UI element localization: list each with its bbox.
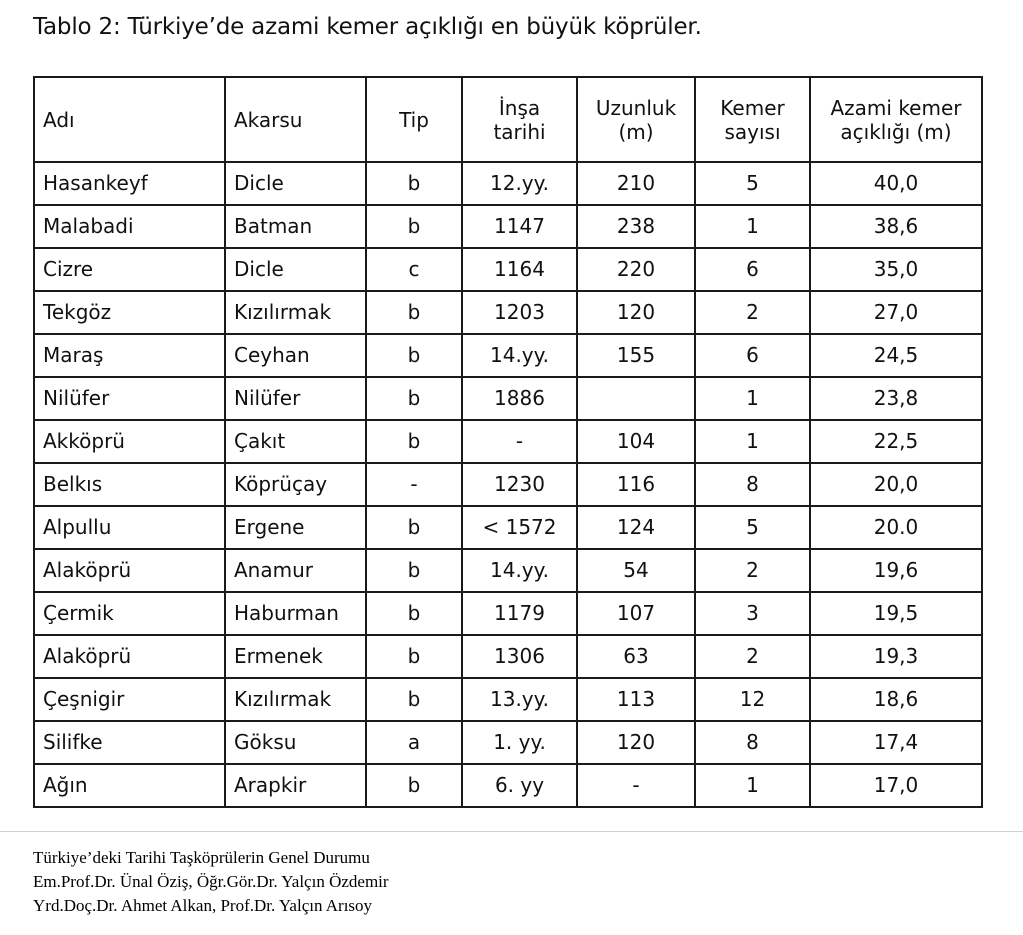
cell-length: 124 [577, 506, 695, 549]
cell-max-span: 19,5 [810, 592, 982, 635]
cell-type: b [366, 678, 462, 721]
cell-river: Ceyhan [225, 334, 366, 377]
cell-name: Nilüfer [34, 377, 225, 420]
cell-type: b [366, 592, 462, 635]
cell-arch-count: 1 [695, 420, 810, 463]
cell-build-date: 14.yy. [462, 549, 577, 592]
cell-max-span: 18,6 [810, 678, 982, 721]
cell-length: 210 [577, 162, 695, 205]
cell-max-span: 40,0 [810, 162, 982, 205]
column-header-river: Akarsu [225, 77, 366, 162]
column-header-length: Uzunluk (m) [577, 77, 695, 162]
cell-max-span: 20.0 [810, 506, 982, 549]
cell-build-date: 12.yy. [462, 162, 577, 205]
cell-type: c [366, 248, 462, 291]
cell-arch-count: 2 [695, 549, 810, 592]
cell-type: a [366, 721, 462, 764]
cell-length: 220 [577, 248, 695, 291]
citation-footer [33, 846, 389, 918]
cell-build-date: 6. yy [462, 764, 577, 807]
table-row [34, 678, 982, 721]
cell-build-date: 1. yy. [462, 721, 577, 764]
cell-length: 238 [577, 205, 695, 248]
cell-river: Batman [225, 205, 366, 248]
cell-arch-count: 6 [695, 248, 810, 291]
cell-length: 120 [577, 291, 695, 334]
cell-build-date: 1147 [462, 205, 577, 248]
table-row [34, 549, 982, 592]
cell-length: 113 [577, 678, 695, 721]
cell-build-date: 1230 [462, 463, 577, 506]
table-row [34, 721, 982, 764]
cell-river: Göksu [225, 721, 366, 764]
cell-river: Haburman [225, 592, 366, 635]
cell-length: - [577, 764, 695, 807]
cell-length: 116 [577, 463, 695, 506]
cell-river: Arapkir [225, 764, 366, 807]
column-header-arch-count: Kemer sayısı [695, 77, 810, 162]
cell-river: Kızılırmak [225, 291, 366, 334]
cell-max-span: 19,6 [810, 549, 982, 592]
cell-name: Maraş [34, 334, 225, 377]
cell-length: 63 [577, 635, 695, 678]
cell-max-span: 23,8 [810, 377, 982, 420]
table-body [34, 162, 982, 807]
cell-build-date: 13.yy. [462, 678, 577, 721]
cell-length [577, 377, 695, 420]
cell-build-date: < 1572 [462, 506, 577, 549]
cell-type: b [366, 205, 462, 248]
table-row [34, 334, 982, 377]
cell-arch-count: 3 [695, 592, 810, 635]
table-row [34, 506, 982, 549]
cell-type: b [366, 291, 462, 334]
cell-river: Köprüçay [225, 463, 366, 506]
cell-river: Nilüfer [225, 377, 366, 420]
table-row [34, 377, 982, 420]
cell-arch-count: 2 [695, 635, 810, 678]
citation-authors-line-2: Yrd.Doç.Dr. Ahmet Alkan, Prof.Dr. Yalçın Arısoy [33, 896, 373, 915]
table-row [34, 764, 982, 807]
cell-length: 107 [577, 592, 695, 635]
cell-name: Hasankeyf [34, 162, 225, 205]
cell-build-date: 1164 [462, 248, 577, 291]
cell-name: Akköprü [34, 420, 225, 463]
cell-type: - [366, 463, 462, 506]
cell-name: Malabadi [34, 205, 225, 248]
cell-arch-count: 2 [695, 291, 810, 334]
citation-title: Türkiye’deki Tarihi Taşköprülerin Genel Durumu [33, 848, 370, 867]
cell-build-date: 1886 [462, 377, 577, 420]
cell-length: 54 [577, 549, 695, 592]
cell-name: Çermik [34, 592, 225, 635]
cell-arch-count: 12 [695, 678, 810, 721]
cell-build-date: 1306 [462, 635, 577, 678]
cell-river: Dicle [225, 248, 366, 291]
cell-max-span: 24,5 [810, 334, 982, 377]
cell-length: 155 [577, 334, 695, 377]
cell-length: 120 [577, 721, 695, 764]
cell-arch-count: 6 [695, 334, 810, 377]
table-header-row [34, 77, 982, 162]
cell-name: Alpullu [34, 506, 225, 549]
cell-build-date: 14.yy. [462, 334, 577, 377]
cell-name: Ağın [34, 764, 225, 807]
table-row [34, 592, 982, 635]
cell-name: Alaköprü [34, 549, 225, 592]
cell-arch-count: 8 [695, 463, 810, 506]
cell-river: Kızılırmak [225, 678, 366, 721]
cell-name: Silifke [34, 721, 225, 764]
cell-river: Ermenek [225, 635, 366, 678]
column-header-type: Tip [366, 77, 462, 162]
table-row [34, 248, 982, 291]
cell-river: Ergene [225, 506, 366, 549]
cell-type: b [366, 506, 462, 549]
cell-type: b [366, 334, 462, 377]
cell-max-span: 35,0 [810, 248, 982, 291]
cell-name: Çeşnigir [34, 678, 225, 721]
cell-build-date: - [462, 420, 577, 463]
cell-arch-count: 5 [695, 162, 810, 205]
table-row [34, 463, 982, 506]
cell-name: Cizre [34, 248, 225, 291]
cell-river: Çakıt [225, 420, 366, 463]
cell-max-span: 22,5 [810, 420, 982, 463]
cell-river: Dicle [225, 162, 366, 205]
column-header-build-date: İnşa tarihi [462, 77, 577, 162]
cell-max-span: 38,6 [810, 205, 982, 248]
cell-type: b [366, 377, 462, 420]
cell-type: b [366, 549, 462, 592]
cell-river: Anamur [225, 549, 366, 592]
cell-build-date: 1179 [462, 592, 577, 635]
cell-arch-count: 5 [695, 506, 810, 549]
table-row [34, 420, 982, 463]
cell-max-span: 17,4 [810, 721, 982, 764]
cell-build-date: 1203 [462, 291, 577, 334]
cell-type: b [366, 635, 462, 678]
cell-type: b [366, 420, 462, 463]
cell-max-span: 27,0 [810, 291, 982, 334]
cell-max-span: 20,0 [810, 463, 982, 506]
cell-arch-count: 8 [695, 721, 810, 764]
citation-authors-line-1: Em.Prof.Dr. Ünal Öziş, Öğr.Gör.Dr. Yalçın Özdemir [33, 872, 389, 891]
column-header-max-span: Azami kemer açıklığı (m) [810, 77, 982, 162]
cell-arch-count: 1 [695, 764, 810, 807]
table-title: Tablo 2: Türkiye’de azami kemer açıklığı en büyük köprüler. [33, 14, 702, 40]
cell-arch-count: 1 [695, 205, 810, 248]
table-row [34, 291, 982, 334]
column-header-name: Adı [34, 77, 225, 162]
cell-max-span: 19,3 [810, 635, 982, 678]
cell-max-span: 17,0 [810, 764, 982, 807]
table-row [34, 635, 982, 678]
bridges-table [33, 76, 983, 808]
cell-name: Tekgöz [34, 291, 225, 334]
table-row [34, 205, 982, 248]
cell-name: Belkıs [34, 463, 225, 506]
cell-length: 104 [577, 420, 695, 463]
table-row [34, 162, 982, 205]
page-divider [0, 831, 1023, 832]
cell-type: b [366, 764, 462, 807]
cell-arch-count: 1 [695, 377, 810, 420]
cell-type: b [366, 162, 462, 205]
cell-name: Alaköprü [34, 635, 225, 678]
